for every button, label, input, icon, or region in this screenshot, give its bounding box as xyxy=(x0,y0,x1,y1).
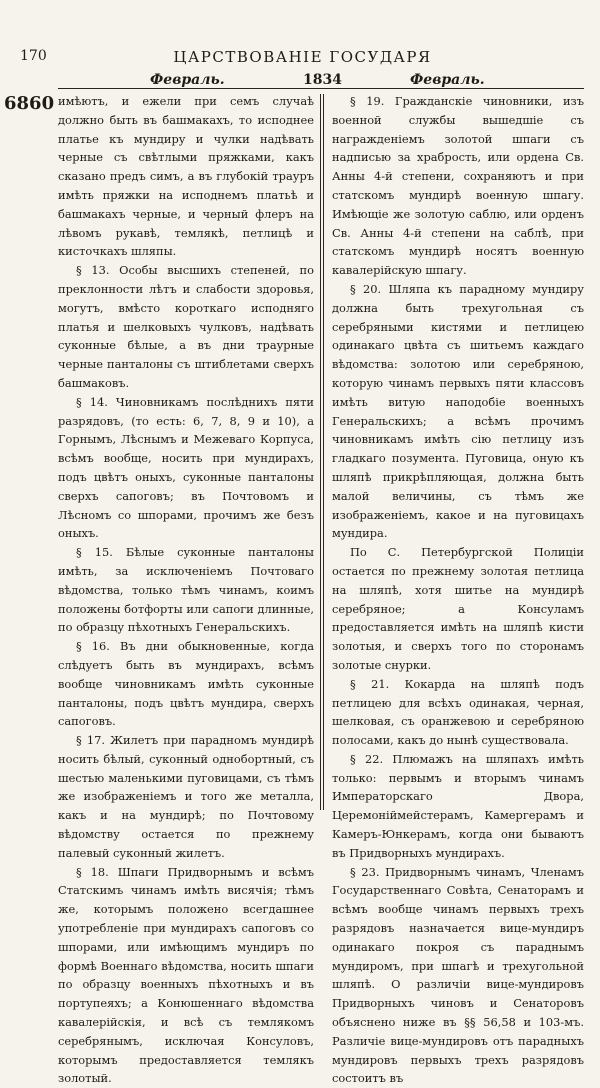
right-column xyxy=(332,92,584,1086)
paragraph: § 22. Плюмажъ на шляпахъ имѣть только: первымъ и вторымъ чинамъ Императорскаго Двора, Церемоніймейстерамъ, Камергерамъ и Камеръ-Юнкерамъ, когда они бываютъ въ Придворныхъ мундирахъ. xyxy=(332,751,584,860)
paragraph: § 18. Шпаги Придворнымъ и всѣмъ Статскимъ чинамъ имѣть висячія; тѣмъ же, которымъ положено всегдашнее употребленіе при мундирахъ сапоговъ со шпорами, или имѣющимъ мундиръ по формѣ Военнаго вѣдомства, носить шпаги по образцу военныхъ пѣхотныхъ и въ портупеяхъ; а Конюшеннаго вѣдомства кавалерійскія, и всѣ съ темлякомъ серебрянымъ, исключая Консуловъ, которымъ предоставляется темлякъ золотый. xyxy=(58,864,314,1086)
page-header xyxy=(20,48,585,68)
month-right: Февраль. xyxy=(410,72,485,88)
column-divider xyxy=(320,94,324,810)
header-rule xyxy=(58,88,584,89)
running-title: ЦАРСТВОВАНІЕ ГОСУДАРЯ xyxy=(173,48,432,66)
paragraph: По С. Петербургской Полиціи остается по прежнему золотая петлица на шляпѣ, хотя шитье на мундирѣ серебряное; а Консуламъ предоставляется имѣть на шляпѣ кисти золотыя, и сверхъ того по сторонамъ золотые снурки. xyxy=(332,545,584,672)
paragraph: § 17. Жилетъ при парадномъ мундирѣ носить бѣлый, суконный однобортный, съ шестью маленькими пуговицами, съ тѣмъ же изображеніемъ и того же металла, какъ и на мундирѣ; по Почтовому вѣдомству остается по прежнему палевый суконный жилетъ. xyxy=(58,733,314,860)
paragraph: § 19. Гражданскіе чиновники, изъ военной службы вышедшіе съ награжденіемъ золотой шпаги съ надписью за храбрость, или ордена Св. Анны 4-й степени, сохраняютъ и при статскомъ мундирѣ военную шпагу. Имѣющіе же золотую саблю, или орденъ Св. Анны 4-й степени на саблѣ, при статскомъ мундирѣ носятъ военную кавалерійскую шпагу. xyxy=(332,94,584,278)
paragraph: § 16. Въ дни обыкновенные, когда слѣдуетъ быть въ мундирахъ, всѣмъ вообще чиновникамъ имѣть суконные панталоны, подъ цвѣтъ мундира, сверхъ сапоговъ. xyxy=(58,639,314,729)
column-number: 6860 xyxy=(4,93,55,114)
paragraph: имѣютъ, и ежели при семъ случаѣ должно быть въ башмакахъ, то исподнее платье къ мундиру и чулки надѣвать черные съ свѣтлыми пряжками, какъ сказано предъ симъ, а въ глубокій трауръ имѣть пряжки на исподнемъ платьѣ и башмакахъ черные, и черный флеръ на лѣвомъ рукавѣ, темлякѣ, петлицѣ и кисточкахъ шляпы. xyxy=(58,94,314,259)
paragraph: § 20. Шляпа къ парадному мундиру должна быть трехугольная съ серебряными кистями и петлицею одинакаго цвѣта съ шитьемъ каждаго вѣдомства: золотою или серебряною, которую чинамъ первыхъ пяти классовъ имѣть витую наподобіе военныхъ Генеральскихъ; а всѣмъ прочимъ чиновникамъ имѣть сію петлицу изъ гладкаго позумента. Пуговица, оную къ шляпѣ прикрѣпляющая, должна быть малой величины, съ тѣмъ же изображеніемъ, какое и на пуговицахъ мундира. xyxy=(332,281,584,541)
paragraph: § 23. Придворнымъ чинамъ, Членамъ Государственнаго Совѣта, Сенаторамъ и всѣмъ вообще чинамъ первыхъ трехъ разрядовъ назначается вице-мундиръ одинакаго покроя съ параднымъ мундиромъ, при шпагѣ и трехугольной шляпѣ. О различіи вице-мундировъ Придворныхъ чиновъ и Сенаторовъ объяснено ниже въ §§ 56,58 и 103-мъ. Различіе вице-мундировъ отъ парадныхъ мундировъ первыхъ трехъ разрядовъ состоитъ въ xyxy=(332,864,584,1086)
paragraph: § 21. Кокарда на шляпѣ подъ петлицею для всѣхъ одинакая, черная, шелковая, съ оранжевою и серебряною полосами, какъ до нынѣ существовала. xyxy=(332,676,584,748)
paragraph: § 15. Бѣлые суконные панталоны имѣть, за исключеніемъ Почтоваго вѣдомства, только тѣмъ чинамъ, коимъ положены ботфорты или сапоги длинные, по образцу пѣхотныхъ Генеральскихъ. xyxy=(58,545,314,635)
paragraph: § 14. Чиновникамъ послѣднихъ пяти разрядовъ, (то есть: 6, 7, 8, 9 и 10), а Горнымъ, Лѣснымъ и Межеваго Корпуса, всѣмъ вообще, носить при мундирахъ, подъ цвѣтъ оныхъ, суконные панталоны сверхъ сапоговъ; въ Почтовомъ и Лѣсномъ со шпорами, прочимъ же безъ оныхъ. xyxy=(58,394,314,541)
paragraph: § 13. Особы высшихъ степеней, по преклонности лѣтъ и слабости здоровья, могутъ, вмѣсто короткаго исподняго платья и шелковыхъ чулковъ, надѣвать суконные бѣлые, а въ дни траурные черные панталоны съ штиблетами сверхъ башмаковъ. xyxy=(58,263,314,390)
left-column xyxy=(58,92,314,1086)
month-left: Февраль. xyxy=(150,72,225,88)
year: 1834 xyxy=(303,72,342,88)
page-number: 170 xyxy=(20,48,47,64)
